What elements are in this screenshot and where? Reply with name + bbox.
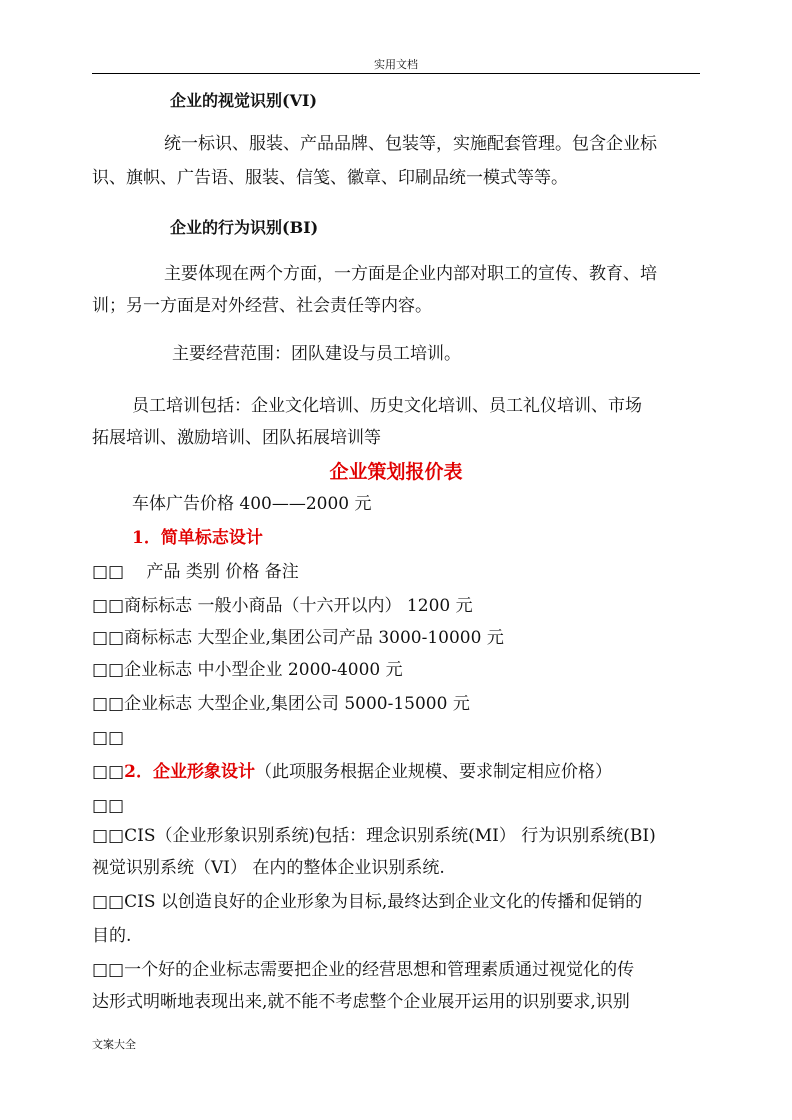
bi-heading: 企业的行为识别(BI) [170, 218, 319, 237]
section2-prefix: □□ [92, 762, 125, 782]
table-row: □□商标标志 大型企业,集团公司产品 3000-10000 元 [92, 628, 504, 648]
cis-paragraph2-line2: 目的. [92, 926, 132, 946]
section2-line [92, 762, 612, 782]
training-line2: 拓展培训、激励培训、团队拓展培训等 [92, 428, 381, 448]
section2-heading: 2．企业形象设计 [124, 762, 255, 782]
quote-title: 企业策划报价表 [329, 461, 463, 483]
cis-paragraph1-line1: □□CIS（企业形象识别系统)包括：理念识别系统(MI） 行为识别系统(BI) [92, 826, 656, 846]
car-ad-price: 车体广告价格 400——2000 元 [132, 494, 372, 514]
business-scope: 主要经营范围：团队建设与员工培训。 [172, 344, 461, 364]
vi-heading: 企业的视觉识别(VI) [170, 91, 318, 110]
page-footer: 文案大全 [92, 1038, 136, 1051]
section1-heading: 1．简单标志设计 [132, 528, 263, 548]
cis-paragraph3-line2: 达形式明晰地表现出来,就不能不考虑整个企业展开运用的识别要求,识别 [92, 992, 630, 1012]
section2-note: （此项服务根据企业规模、要求制定相应价格） [254, 762, 612, 782]
table-row: □□企业标志 中小型企业 2000-4000 元 [92, 660, 403, 680]
table-row: □□企业标志 大型企业,集团公司 5000-15000 元 [92, 694, 470, 714]
cis-paragraph1-line2: 视觉识别系统（VI） 在内的整体企业识别系统. [92, 858, 445, 878]
training-line1: 员工培训包括：企业文化培训、历史文化培训、员工礼仪培训、市场 [132, 396, 642, 416]
vi-paragraph-line1: 统一标识、服装、产品品牌、包装等，实施配套管理。包含企业标 [164, 134, 657, 154]
bi-paragraph-line2: 训；另一方面是对外经营、社会责任等内容。 [92, 296, 432, 316]
cis-paragraph3-line1: □□一个好的企业标志需要把企业的经营思想和管理素质通过视觉化的传 [92, 960, 635, 980]
table-header: □□ 产品 类别 价格 备注 [92, 562, 299, 582]
blank-line: □□ [92, 796, 125, 816]
table-row: □□商标标志 一般小商品（十六开以内） 1200 元 [92, 596, 473, 616]
bi-paragraph-line1: 主要体现在两个方面，一方面是企业内部对职工的宣传、教育、培 [164, 264, 657, 284]
vi-paragraph-line2: 识、旗帜、广告语、服装、信笺、徽章、印刷品统一模式等等。 [92, 168, 568, 188]
blank-line: □□ [92, 728, 125, 748]
page-header: 实用文档 [374, 58, 418, 71]
header-rule [92, 73, 700, 74]
cis-paragraph2-line1: □□CIS 以创造良好的企业形象为目标,最终达到企业文化的传播和促销的 [92, 892, 643, 912]
